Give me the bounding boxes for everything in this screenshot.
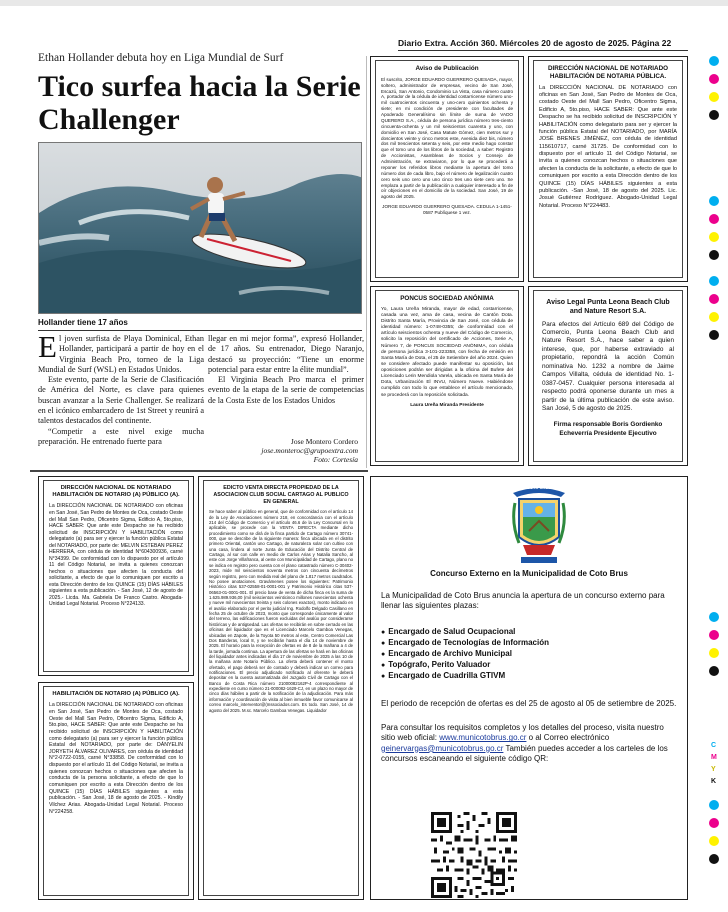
reception-period: El periodo de recepción de ofertas es del 25 de agosto al 05 de setiembre de 2025. (381, 699, 677, 708)
ad-title: DIRECCIÓN NACIONAL DE NOTARIADO HABILITACIÓN DE NOTARIA PÚBLICA. (547, 65, 669, 80)
coto-brus-logo (509, 483, 569, 571)
yellow-dot (709, 232, 719, 242)
ad-title: HABILITACIÓN DE NOTARIO (A) PÚBLICO (A). (52, 691, 180, 697)
story-paragraph: llegar en mi mejor forma”, expresó Hollander, de 17 años. Su entrenador, Diego Naranjo, destacó su proyección: “Tiene un enorme potencial para estar entre la élite mundial”. (208, 334, 364, 374)
qr-code-icon (430, 812, 518, 898)
surfer-photo-illustration (39, 143, 362, 314)
ad-title: Aviso Legal Punta Leona Beach Club and Nature Resort S.A. (546, 299, 670, 315)
story-paragraph: Este evento, parte de la Serie de Clasificación de América del Norte, es clave para quienes buscan avanzar a la Serie Challenger. Se realizará en el icónico embarcadero de 1st Street y reunirá a talentos destacados del continente. (38, 375, 204, 426)
consult-info (381, 723, 679, 764)
black-dot (709, 250, 719, 260)
ad-poncus (370, 286, 524, 466)
ad-body: Yo, Laura Ureña Miranda, mayor de edad, costarricense, casada una vez, ama de casa, vecina de Cantón Dota. Distrito Santa María, Provincia de San José, con cédula de identidad número: 1-0748-0355; de conformidad con el artículo seiscientos ochenta y nueve del Código de Comercio, solicito la reposición del certificado de Acciones, Serie A, Número 7, de PONCUS SOCIEDAD ANÓNIMA, con cédula de persona jurídica 3-101-223358, con fecha de emisión en Santa María de Dota, el 25 de Setiembre del año 2024. Quien se considere afectado puede manifestar su oposición, las oposiciones podrán ser dirigidas a la oficina del Bufete del Licenciado Lerin Mendiola Varela, ubicada en Santa María de Dota, Urbanización El INVU, Número Nueve. Habiéndose cumplido con todo lo que establece el artículo mencionado, se procederá con la reposición solicitada. (381, 306, 513, 398)
story-kicker: Ethan Hollander debuta hoy en Liga Mundial de Surf (38, 52, 284, 64)
cmyk-letter-c: C (711, 742, 717, 749)
website-link[interactable]: www.municotobrus.go.cr (439, 733, 527, 743)
consult-text: Para consultar los requisitos completos y los detalles del proceso, visita nuestro sitio web oficial: (381, 723, 664, 743)
ad-title: EDICTO VENTA DIRECTA PROPIEDAD DE LA ASOCIACION CLUB SOCIAL CARTAGO AL PUBLICO EN GENERAL (213, 485, 349, 505)
header-rule (398, 50, 688, 51)
magenta-dot (709, 630, 719, 640)
yellow-dot (709, 648, 719, 658)
ad-title: Concurso Externo en la Municipalidad de Coto Brus (430, 569, 628, 578)
cyan-dot (709, 800, 719, 810)
ad-notaria-danyelin (38, 682, 194, 900)
cmyk-letter-m: M (711, 754, 717, 761)
story-paragraph: El Virginia Beach Pro marca el primer evento de la etapa de la serie de competencias de la Costa Este de los Estados Unidos (208, 375, 364, 405)
position-item: ● Encargado de Archivo Municipal (381, 649, 679, 660)
page-header: Diario Extra. Acción 360. Miércoles 20 de agosto de 2025. Página 22 (398, 38, 672, 48)
black-dot (709, 666, 719, 676)
story-paragraph: “Competir a este nivel exige mucha preparación. He entrenado fuerte para (38, 426, 204, 446)
byline-photo-credit: Foto: Cortesía (313, 455, 358, 464)
story-paragraph: l joven surfista de Playa Dominical, Ethan Hollander, participará a partir de hoy en el Virginia Beach Pro, torneo de la Liga Mundial de Surf (WSL) en Estados Unidos. (38, 334, 204, 374)
column-divider (366, 56, 367, 468)
story-column-1 (38, 329, 204, 447)
ad-notaria-publica (528, 56, 688, 282)
yellow-dot (709, 312, 719, 322)
consult-text: También puedes acceder a los carteles de los concursos escaneando el siguiente código QR: (381, 743, 668, 763)
ad-title: PONCUS SOCIEDAD ANÓNIMA (400, 295, 494, 302)
position-item: ● Encargado de Tecnologías de Información (381, 638, 679, 649)
section-rule (30, 470, 368, 472)
black-dot (709, 110, 719, 120)
magenta-dot (709, 818, 719, 828)
black-dot (709, 854, 719, 864)
black-dot (709, 330, 719, 340)
ad-body: Para efectos del Artículo 689 del Código de Comercio, Punta Leona Beach Club and Nature Resort S.A., hace saber a quien interese, que, por haberse extraviado al propietario, repondrá la acción Común nominativa No. 1232 a nombre de Jaime Campos Villalta, cédula de identidad No. 1-0387-0457. Cualquier persona interesada al respecto podrá oponerse durante un mes a partir de la última publicación de este aviso. San José, 5 de agosto de 2025. (542, 320, 674, 413)
cyan-dot (709, 56, 719, 66)
magenta-dot (709, 74, 719, 84)
ad-signature: Firma responsable Boris Gordienko Echeverría Presidente Ejecutivo (553, 421, 663, 437)
magenta-dot (709, 214, 719, 224)
ad-title: DIRECCIÓN NACIONAL DE NOTARIADO HABILITACIÓN DE NOTARIO (A) PÚBLICO (A). (52, 485, 180, 499)
ad-notaria-melvin (38, 476, 194, 676)
surfer-photo (38, 142, 362, 314)
position-item: ● Topógrafo, Perito Valuador (381, 660, 679, 671)
ad-body: La DIRECCIÓN NACIONAL DE NOTARIADO con oficinas en San José, San Pedro de Montes de Oca, costado Oeste del Mall San Pedro, Oficentro Sigma, Edificio A, 5to.piso, HACE SABER: Que ante este Despacho se ha recibido solicitud de INSCRIPCIÓN Y HABILITACIÓN como delegatario (a) para ser y ejercer la función pública Estatal del NOTARIADO, por parte de: DÁNYELIN JORYETH ÁLVAREZ OLIVARES, con cédula de identidad N°2-0722-0155, carné N°33858. De conformidad con lo dispuesto por el artículo 11 del Código Notarial, se invita a quienes conozcan hechos o situaciones que afecten la conducta de la persona solicitante, a efecto de que lo comuniquen por escrito a esta Dirección dentro de los QUINCE (15) DÍAS HÁBILES siguientes a esta publicación. - San José, 18 de agosto de 2025. - Kindily Vilchez Arias. Abogada-Unidad Legal Notarial. Proceso N°224258. (49, 702, 183, 815)
coat-of-arms-icon (509, 483, 569, 571)
consult-text: o al Correo electrónico (528, 733, 610, 743)
cyan-dot (709, 612, 719, 622)
cyan-dot (709, 276, 719, 286)
top-band (0, 0, 728, 6)
yellow-dot (709, 92, 719, 102)
position-item: ● Encargado de Salud Ocupacional (381, 627, 679, 638)
ad-body: La DIRECCIÓN NACIONAL DE NOTARIADO con oficinas en San José, San Pedro de Montes de Oca, costado Oeste del Mall San Pedro, Oficentro Sigma, Edificio A, 5to.piso, HACE SABER: Que ante este Despacho se ha recibido solicitud de INSCRIPCIÓN Y HABILITACIÓN como delegatario (a) para ser y ejercer la función pública Estatal del NOTARIADO, por parte de: MELVIN ESTEBAN PEREZ HERRERA, con cédula de identidad N°604300936, carné N°34399. De conformidad con lo dispuesto por el artículo 11 del Código Notarial, se invita a quienes conozcan hechos o situaciones que afecten la conducta del solicitante, a efecto de que lo comuniquen por escrito a esta Dirección dentro de los QUINCE (15) DÍAS HÁBILES siguientes a esta publicación. - San José, 12 de agosto de 2025.- Licda. Ma. Gabriela De Franco Castro. Abogada-Unidad Legal Notarial. Proceso N°224133. (49, 503, 183, 608)
story-headline: Tico surfea hacia la Serie Challenger (38, 70, 361, 136)
ad-aviso-publicacion (370, 56, 524, 282)
caption-rule (38, 330, 362, 331)
position-item: ● Encargado de Cuadrilla GTIVM (381, 671, 679, 682)
cmyk-letter-k: K (711, 778, 717, 785)
ad-title: Aviso de Publicación (415, 65, 479, 72)
magenta-dot (709, 294, 719, 304)
ad-intro: La Municipalidad de Coto Brus anuncia la apertura de un concurso externo para llenar las siguientes plazas: (381, 591, 665, 611)
cmyk-letter-y: Y (711, 766, 716, 773)
qr-code[interactable] (430, 812, 518, 898)
positions-list (381, 627, 679, 682)
photo-caption: Hollander tiene 17 años (38, 318, 128, 327)
story-column-2 (208, 334, 364, 406)
byline-email: jose.monteroc@grupoextra.com (261, 446, 358, 455)
ad-body: La DIRECCIÓN NACIONAL DE NOTARIADO con oficinas en San José, San Pedro de Montes de Oca, costado Oeste del Mall San Pedro, Oficentro Sigma, Edificio A, 5to.piso, HACE SABER: Que ante este Despacho se ha recibido solicitud de INSCRIPCIÓN Y HABILITACIÓN como delegatario para ser y ejercer la función pública Estatal del NOTARIADO, por MARÍA JOSÉ BRENES JIMÉNEZ, con cédula de identidad 115610717, carné 31725. De conformidad con lo dispuesto por el artículo 11 del Código Notarial, se invita a quienes conozcan hechos o situaciones que afecten la conducta de la solicitante, a efecto de que lo comuniquen por escrito a esta Dirección dentro de los QUINCE (15) DÍAS HÁBILES siguientes a esta publicación. -San José, 18 de agosto del 2025. Lic. Josué Gutiérrez Rodríguez. Abogado-Unidad Legal Notarial. Proceso N°224483. (539, 84, 677, 209)
registration-marks (702, 0, 728, 912)
ad-punta-leona (528, 286, 688, 466)
byline (208, 437, 358, 464)
ad-body: El suscrito, JORGE EDUARDO GUERRERO QUESADA, mayor, soltero, administrador de empresas, vecino de San José, Escazú, San Antonio, Condominio La Vista, casa número cuatro A, portador de la cédula de identidad costarricense número uno-mil cuatrocientos cincuenta y uno-cero quinientos ochenta y siete; en mi condición de presidente con facultades de Apoderado Generalísimo sin límite de suma de VADO QUERERO S.A., cédula de persona jurídica número tres-ciento cincuenta-ochenta y un mil seiscientos cuarenta y uno, con domicilio en San José, Casa Matute Gómez, cien metros sur y doscientos veinte y cinco metros este, Avenida diez bis, número dos mil trescientos setenta y seis, por este medio hago constar que el tomo uno de los libros de la sociedad, a saber: Registro de Accionistas, Asambleas de Socios y Consejo de Administración, se extraviaron, por lo que se procederá a reponer los referidos libros mediante la apertura del tomo número dos de cada libro, bajo el número de legalización cuatro cero seis uno cero uno uno cinco tres uno siete cero uno. Se emplaza a partir de la publicación a cualquier interesado a fin de oír objeciones en el domicilio de la sociedad. San José, 19 de agosto del 2025. (381, 76, 513, 200)
ad-signature: JORGE EDUARDO GUERRERO QUESADA. CEDULA 1-1451-0587 Publíquese 1 vez. (382, 204, 512, 216)
ad-coto-brus (370, 476, 688, 900)
ad-signature: Laura Ureña Miranda Presidente (410, 402, 484, 408)
byline-name: Jose Montero Cordero (290, 437, 358, 446)
ad-edicto-venta (198, 476, 364, 900)
yellow-dot (709, 836, 719, 846)
drop-cap: E (38, 329, 57, 364)
email-link[interactable]: geinervargas@municotobrus.go.cr (381, 743, 504, 753)
ad-body: Se hace saber al público en general, que de conformidad con el artículo 14 de la Ley de Asociaciones número 218, en concordancia con el artículo 214 del Código de Comercio y el artículo 46.6 de la Ley Concursal en lo aplicable, se procede con la VENTA DIRECTA mediante dicho procedimiento como se dirá de la finca partido de Cartago número 30741-000, que se describe de la siguiente manera: finca ubicada en el distrito primero Oriental, cantón uno Cartago, de naturaleza solar con cultivo con una casa, lindera al norte Junta de Educación del Distrito Central de Cartago, al sur con calle en medio de Carlos Arias y Natalia Sancho, al este con Jorge Villafranca, al oeste con Municipalidad de Cartago, plano no se indica en registro pero cuenta con el plano catastrado número C-30402-2023, mide mil seiscientos noventa metros con cincuenta decímetros según registro, pero con medida real del plano de 1.817 metros cuadrados. No posee anotaciones. Gravámenes posee los siguientes: Patrimonio Histórico citas 537-02558-01-0001-001 y Patrimonio Histórico citas 537-06563-01-0001-001. El precio base de venta de dicha finca es la suma de 1.625.989.936,00 (mil seiscientos veinticinco millones novecientos ochenta y nueve mil novecientos treinta y seis colones exactos), monto indicado en el avalúo elaborado por el perito judicial Ing. Rodolfo Delgado Casillano en fecha 25 de octubre de 2023, monto que corresponde únicamente al valor del terreno, las edificaciones fueron excluidas del avalúo por considerarse históricas y de antigüedad. Las ofertas se recibirán en sobre cerrado en las oficinas del liquidador que es el Licenciado Marcelo Gamboa Venegas, ubicadas en Zapote, de la Toyota 50 metros al este, Centro Comercial Las Dos Banderas, local 8, y se recibirán hasta el día 14 de noviembre de 2025. El horario para la recepción de ofertas es de 8 de la mañana a 4 de la tarde, jornada continua. La apertura de las ofertas se hará en las oficinas del liquidador antes indicadas el día 17 de noviembre de 2025 a las 10 de la mañana ante Notario Público. La oferta deberá contener el monto ofertado, el pago deberá ser de contado y deberá indicar un correo para notificaciones. El precio adjudicado notificado al oferente le deberá depositar en la cuenta automatizada del Juzgado Civil de Cartago con el Banco de Costa Rica número 21000082162P-4 correspondiente al expediente en curso número 21-000082-1629-CJ, en un plazo no mayor de cinco días hábiles a partir de la notificación de la adjudicación. Para más información y coordinación de visita al bien inmueble favor comunicarse al correo marcelo_interventor@(mssociados.com. Es todo. San José, 14 de agosto del 2025. M.sc. Marcelo Gamboa Venegas. Liquidador (209, 509, 353, 713)
cyan-dot (709, 196, 719, 206)
logo-banner-text: COTO BRUS (527, 485, 551, 490)
